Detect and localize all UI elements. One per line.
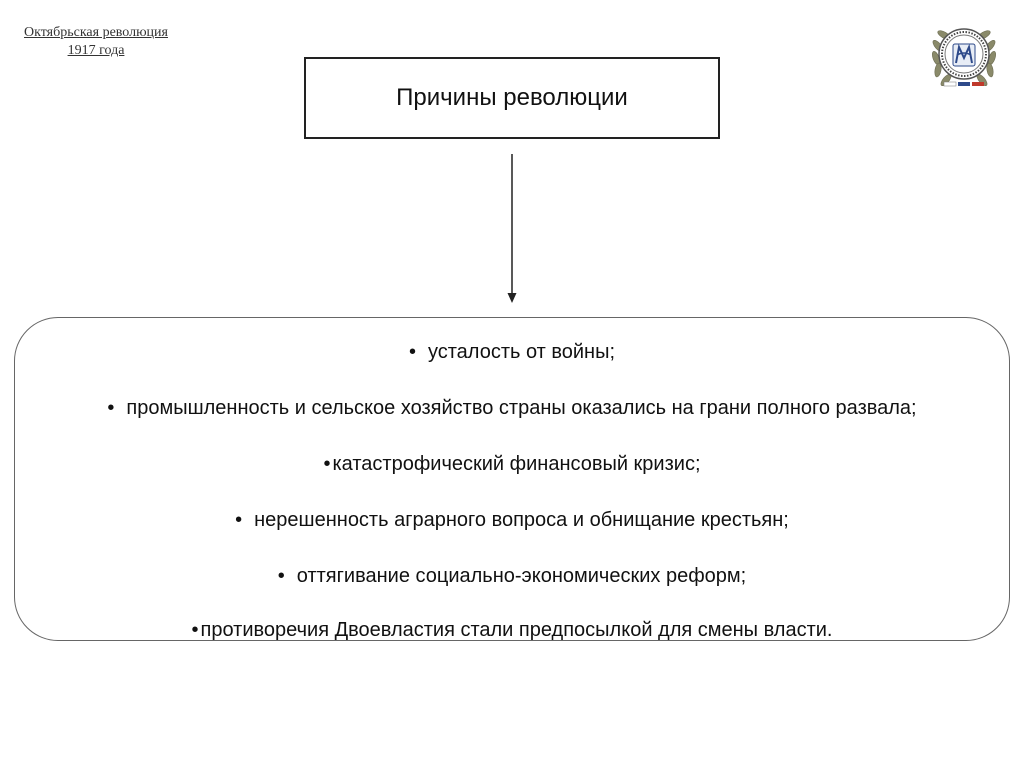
bullet: • — [323, 453, 331, 475]
cause-text: усталость от войны; — [427, 341, 616, 363]
bullet: • — [107, 397, 115, 419]
cause-item-dual-power — [15, 618, 1009, 642]
slide-header-title — [0, 24, 192, 60]
university-emblem-icon — [926, 16, 1002, 92]
bullet: • — [191, 619, 199, 641]
cause-text: оттягивание социально-экономических реформ; — [296, 565, 747, 587]
causes-title-box — [304, 57, 720, 139]
bullet: • — [235, 509, 243, 531]
causes-title-text: Причины революции — [396, 84, 628, 111]
header-title-line2: 1917 года — [67, 43, 125, 58]
cause-text: промышленность и сельское хозяйство страны оказались на грани полного развала; — [126, 397, 917, 419]
down-arrow-connector — [504, 154, 520, 304]
bullet: • — [408, 341, 416, 363]
cause-item-economic-collapse — [15, 396, 1009, 420]
bullet: • — [277, 565, 285, 587]
cause-text: нерешенность аграрного вопроса и обнищание крестьян; — [254, 509, 789, 531]
cause-item-delayed-reforms — [15, 564, 1009, 588]
cause-item-agrarian-question — [15, 508, 1009, 532]
cause-text: катастрофический финансовый кризис; — [332, 453, 701, 475]
cause-text: противоречия Двоевластия стали предпосылкой для смены власти. — [200, 619, 833, 641]
cause-item-financial-crisis — [15, 452, 1009, 476]
header-title-line1: Октябрьская революция — [24, 25, 168, 40]
cause-item-war-fatigue — [15, 340, 1009, 364]
causes-list-box — [14, 317, 1010, 641]
